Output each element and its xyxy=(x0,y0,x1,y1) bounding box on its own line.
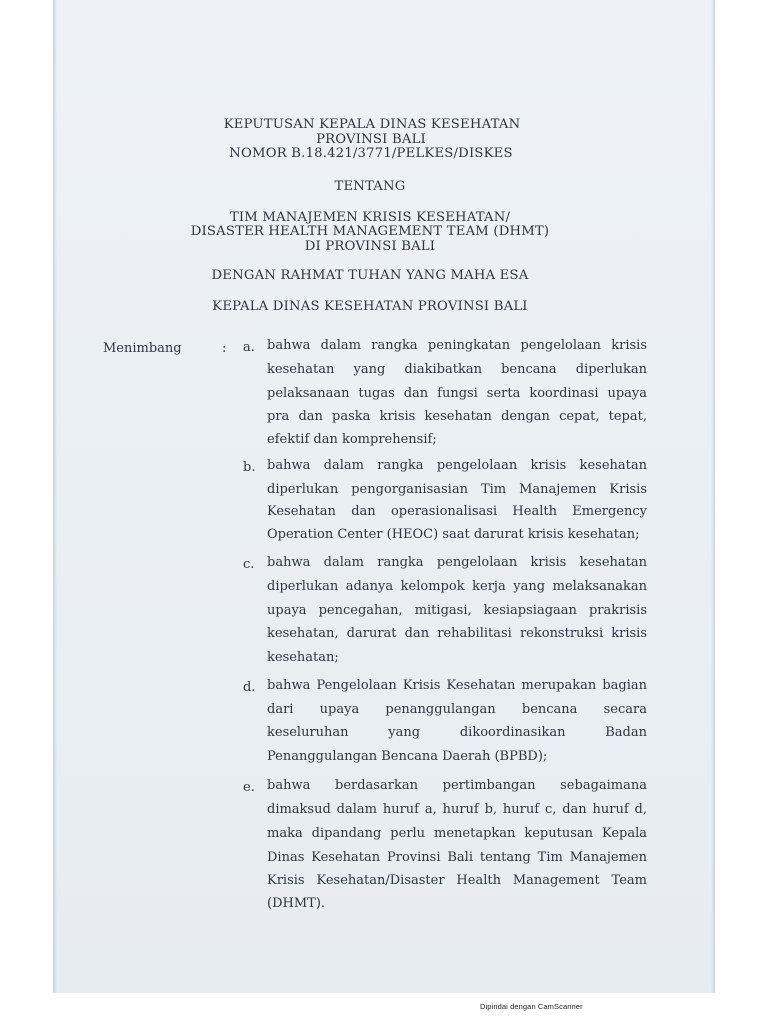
item-c-line-2: diperlukan adanya kelompok kerja yang melaksanakan xyxy=(267,579,647,594)
item-b-line-4: Operation Center (HEOC) saat darurat krisis kesehatan; xyxy=(267,527,640,542)
item-e-line-4: Dinas Kesehatan Provinsi Bali tentang Tim Manajemen xyxy=(267,850,647,865)
page-right-edge xyxy=(711,0,715,993)
item-c-line-5: kesehatan; xyxy=(267,650,339,665)
official-title: KEPALA DINAS KESEHATAN PROVINSI BALI xyxy=(212,299,528,314)
item-d-line-3: keseluruhan yang dikoordinasikan Badan xyxy=(267,725,647,740)
item-d-line-1: bahwa Pengelolaan Krisis Kesehatan merupakan bagian xyxy=(267,678,647,693)
item-letter-d: d. xyxy=(243,680,256,695)
item-b-line-3: Kesehatan dan operasionalisasi Health Emergency xyxy=(267,504,647,519)
item-letter-e: e. xyxy=(243,780,255,795)
decree-number: NOMOR B.18.421/3771/PELKES/DISKES xyxy=(229,146,513,161)
tentang-heading: TENTANG xyxy=(334,179,406,194)
item-d-line-4: Penanggulangan Bencana Daerah (BPBD); xyxy=(267,749,548,764)
item-c-line-1: bahwa dalam rangka pengelolaan krisis kesehatan xyxy=(267,555,647,570)
scanner-watermark: Dipindai dengan CamScanner xyxy=(480,1002,583,1011)
page-left-shadow xyxy=(53,0,57,993)
item-d-line-2: dari upaya penanggulangan bencana secara xyxy=(267,702,647,717)
item-letter-a: a. xyxy=(243,340,255,355)
item-c-line-4: kesehatan, darurat dan rehabilitasi rekonstruksi krisis xyxy=(267,626,647,641)
item-a-line-1: bahwa dalam rangka peningkatan pengelolaan krisis xyxy=(267,338,647,353)
subject-line-3: DI PROVINSI BALI xyxy=(304,239,436,254)
item-letter-c: c. xyxy=(243,557,255,572)
item-a-line-2: kesehatan yang diakibatkan bencana diperlukan xyxy=(267,362,647,377)
subject-line-1: TIM MANAJEMEN KRISIS KESEHATAN/ xyxy=(229,210,511,225)
blessing-line: DENGAN RAHMAT TUHAN YANG MAHA ESA xyxy=(211,268,529,283)
item-a-line-5: efektif dan komprehensif; xyxy=(267,432,437,447)
item-a-line-4: pra dan paska krisis kesehatan dengan cepat, tepat, xyxy=(267,409,647,424)
subject-line-2: DISASTER HEALTH MANAGEMENT TEAM (DHMT) xyxy=(190,224,550,239)
item-b-line-1: bahwa dalam rangka pengelolaan krisis kesehatan xyxy=(267,458,647,473)
item-a-line-3: pelaksanaan tugas dan fungsi serta koordinasi upaya xyxy=(267,386,647,401)
item-b-line-2: diperlukan pengorganisasian Tim Manajemen Krisis xyxy=(267,482,647,497)
decree-title-line-1: KEPUTUSAN KEPALA DINAS KESEHATAN xyxy=(223,117,521,132)
item-letter-b: b. xyxy=(243,460,256,475)
item-e-line-6: (DHMT). xyxy=(267,896,326,911)
item-e-line-3: maka dipandang perlu menetapkan keputusan Kepala xyxy=(267,826,647,841)
section-label-menimbang: Menimbang xyxy=(103,341,182,356)
item-e-line-2: dimaksud dalam huruf a, huruf b, huruf c, dan huruf d, xyxy=(267,802,647,817)
decree-title-line-2: PROVINSI BALI xyxy=(316,132,426,147)
item-e-line-5: Krisis Kesehatan/Disaster Health Management Team xyxy=(267,873,647,888)
item-e-line-1: bahwa berdasarkan pertimbangan sebagaimana xyxy=(267,778,647,793)
item-c-line-3: upaya pencegahan, mitigasi, kesiapsiagaan prakrisis xyxy=(267,603,647,618)
section-colon: : xyxy=(222,341,227,356)
